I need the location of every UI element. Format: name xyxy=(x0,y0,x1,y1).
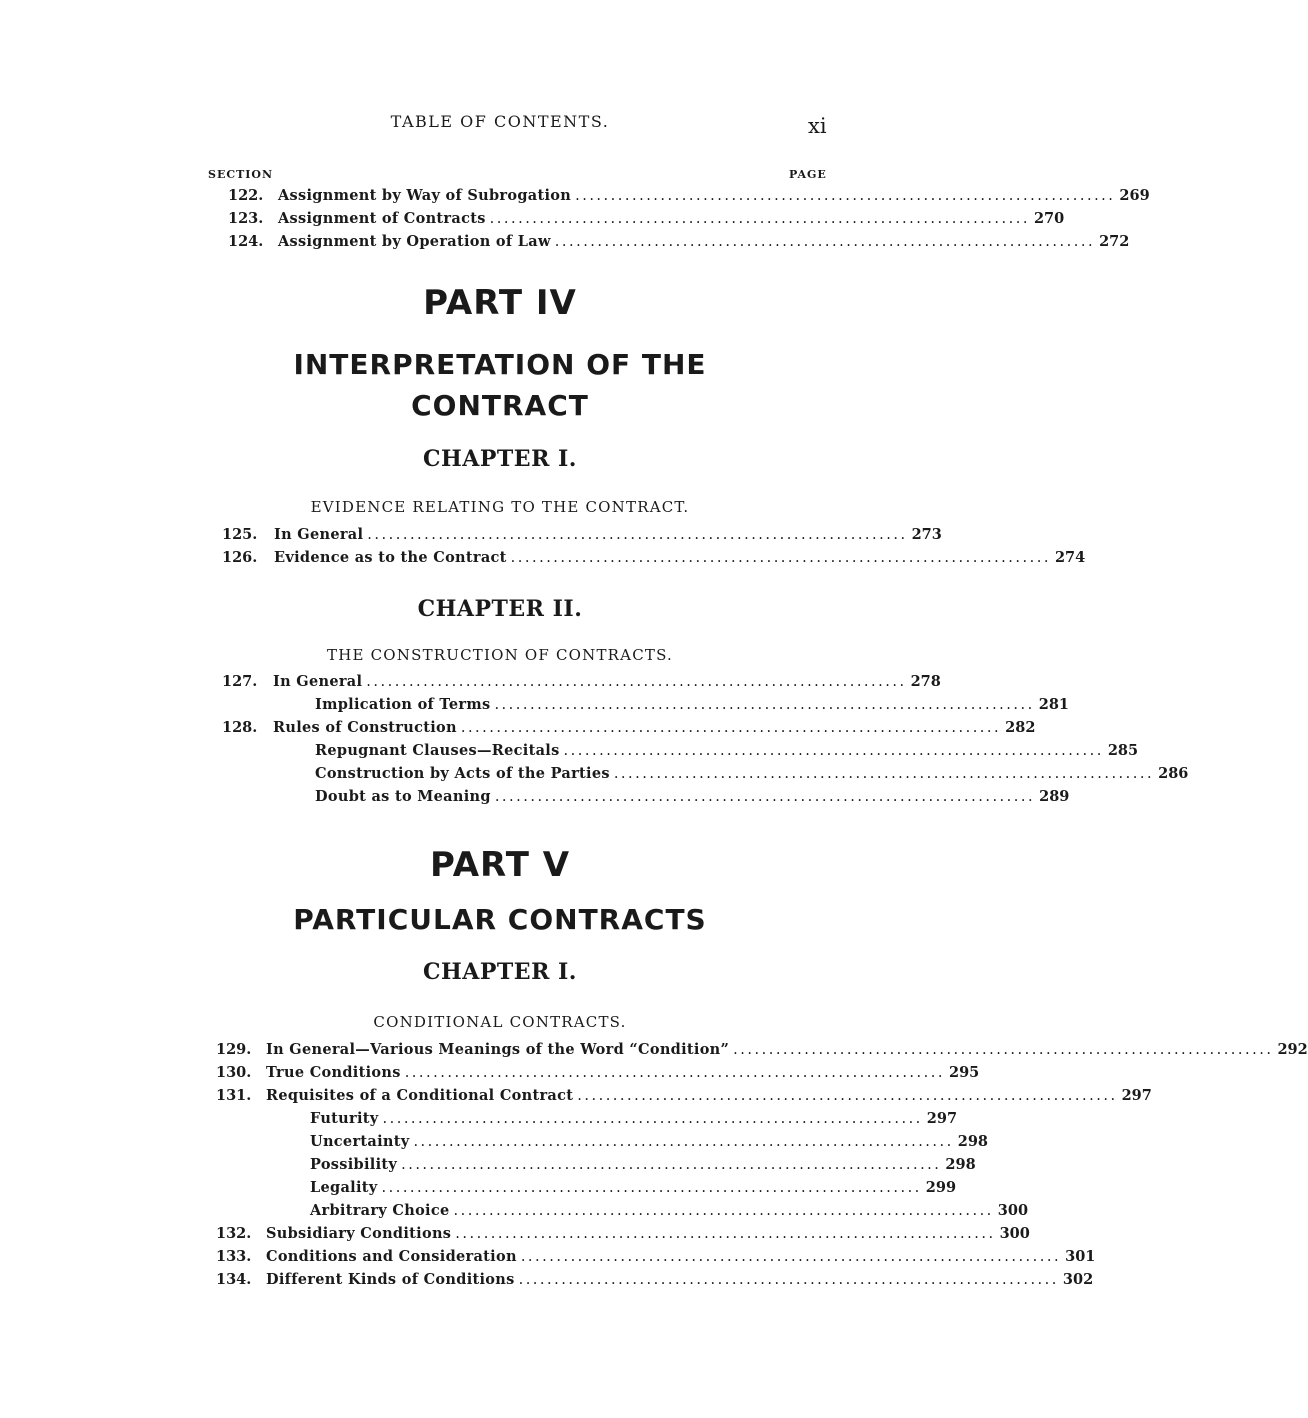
section-column-label: SECTION xyxy=(208,168,274,181)
page-number: 297 xyxy=(1121,1087,1152,1104)
dot-leader: ............................................................................ xyxy=(455,1226,996,1242)
chapter-heading: CHAPTER I. xyxy=(423,959,577,985)
dot-leader: ............................................................................ xyxy=(575,188,1116,204)
page-number: 273 xyxy=(911,526,942,543)
toc-entry xyxy=(222,526,942,546)
page-number: 302 xyxy=(1062,1271,1094,1288)
toc-entry xyxy=(222,696,1070,716)
part-heading: PART IV xyxy=(423,283,577,323)
entry-title: Different Kinds of Conditions xyxy=(266,1271,515,1288)
dot-leader: ............................................................................ xyxy=(382,1111,923,1127)
toc-entry xyxy=(222,719,1036,739)
section-number: 129. xyxy=(216,1041,252,1058)
chapter-heading: CHAPTER II. xyxy=(417,596,583,622)
entry-title: Arbitrary Choice xyxy=(310,1202,450,1219)
dot-leader: ............................................................................ xyxy=(494,789,1036,805)
dot-leader: ............................................................................ xyxy=(401,1157,942,1173)
entry-title: Implication of Terms xyxy=(315,696,491,713)
dot-leader: ............................................................................ xyxy=(494,697,1035,713)
chapter-title: EVIDENCE RELATING TO THE CONTRACT. xyxy=(310,498,690,516)
dot-leader: ............................................................................ xyxy=(563,743,1104,759)
dot-leader: ............................................................................ xyxy=(367,527,908,543)
page-folio: xi xyxy=(808,114,827,138)
page-number: 299 xyxy=(925,1179,957,1196)
toc-entry xyxy=(216,1271,1094,1291)
running-head: TABLE OF CONTENTS. xyxy=(390,112,610,131)
page-number: 270 xyxy=(1033,210,1065,227)
toc-entry xyxy=(216,1248,1096,1268)
page-column-label: PAGE xyxy=(789,168,827,181)
page-number: 300 xyxy=(997,1202,1029,1219)
section-number: 128. xyxy=(222,719,258,736)
entry-title: Legality xyxy=(310,1179,378,1196)
chapter-title: CONDITIONAL CONTRACTS. xyxy=(373,1013,627,1031)
section-number: 130. xyxy=(216,1064,252,1081)
dot-leader: ............................................................................ xyxy=(518,1272,1059,1288)
dot-leader: ............................................................................ xyxy=(520,1249,1062,1265)
dot-leader: ............................................................................ xyxy=(489,211,1030,227)
toc-entry xyxy=(222,765,1189,785)
page-number: 281 xyxy=(1038,696,1070,713)
toc-entry xyxy=(216,1202,1029,1222)
dot-leader: ............................................................................ xyxy=(733,1042,1274,1058)
dot-leader: ............................................................................ xyxy=(381,1180,922,1196)
toc-entry xyxy=(216,1133,989,1153)
entry-title: Construction by Acts of the Parties xyxy=(315,765,610,782)
page-number: 278 xyxy=(910,673,941,690)
page-number: 300 xyxy=(999,1225,1030,1242)
entry-title: Assignment by Way of Subrogation xyxy=(278,187,572,204)
entry-title: Conditions and Consideration xyxy=(266,1248,517,1265)
section-number: 123. xyxy=(228,210,264,227)
toc-entry xyxy=(216,1041,1308,1061)
entry-title: True Conditions xyxy=(266,1064,401,1081)
entry-title: In General xyxy=(273,673,363,690)
section-number: 132. xyxy=(216,1225,252,1242)
section-number: 134. xyxy=(216,1271,252,1288)
entry-title: Repugnant Clauses—Recitals xyxy=(315,742,560,759)
entry-title: Evidence as to the Contract xyxy=(274,549,507,566)
page-number: 272 xyxy=(1099,233,1130,250)
part-title: PARTICULAR CONTRACTS xyxy=(293,903,707,936)
toc-entry xyxy=(222,742,1139,762)
dot-leader: ............................................................................ xyxy=(577,1088,1118,1104)
entry-title: In General—Various Meanings of the Word “Condition” xyxy=(266,1041,730,1058)
entry-title: Subsidiary Conditions xyxy=(266,1225,452,1242)
toc-entry xyxy=(216,1087,1152,1107)
dot-leader: ............................................................................ xyxy=(460,720,1002,736)
entry-title: Requisites of a Conditional Contract xyxy=(266,1087,574,1104)
toc-entry xyxy=(228,210,1065,230)
entry-title: Futurity xyxy=(310,1110,379,1127)
dot-leader: ............................................................................ xyxy=(554,234,1096,250)
page-number: 298 xyxy=(957,1133,989,1150)
entry-title: Possibility xyxy=(310,1156,398,1173)
toc-entry xyxy=(222,549,1086,569)
entry-title: Uncertainty xyxy=(310,1133,410,1150)
page-number: 274 xyxy=(1054,549,1086,566)
entry-title: In General xyxy=(274,526,364,543)
page-number: 289 xyxy=(1039,788,1070,805)
toc-entry xyxy=(222,788,1070,808)
page-number: 298 xyxy=(945,1156,976,1173)
toc-entry xyxy=(216,1156,976,1176)
part-heading: PART V xyxy=(429,845,571,885)
toc-entry xyxy=(216,1225,1030,1245)
page-number: 285 xyxy=(1107,742,1139,759)
entry-title: Assignment by Operation of Law xyxy=(278,233,551,250)
part-title: INTERPRETATION OF THE xyxy=(293,348,707,381)
toc-entry xyxy=(228,187,1150,207)
section-number: 127. xyxy=(222,673,258,690)
dot-leader: ............................................................................ xyxy=(404,1065,945,1081)
section-number: 133. xyxy=(216,1248,252,1265)
chapter-heading: CHAPTER I. xyxy=(423,446,577,472)
page-number: 286 xyxy=(1158,765,1189,782)
dot-leader: ............................................................................ xyxy=(366,674,907,690)
dot-leader: ............................................................................ xyxy=(413,1134,954,1150)
entry-title: Assignment of Contracts xyxy=(278,210,486,227)
part-title-continued: CONTRACT xyxy=(411,389,589,422)
section-number: 131. xyxy=(216,1087,252,1104)
section-number: 122. xyxy=(228,187,264,204)
page-number: 282 xyxy=(1005,719,1036,736)
toc-entry xyxy=(216,1064,980,1084)
toc-entry xyxy=(228,233,1130,253)
dot-leader: ............................................................................ xyxy=(510,550,1051,566)
entry-title: Rules of Construction xyxy=(273,719,457,736)
page-number: 269 xyxy=(1119,187,1150,204)
section-number: 126. xyxy=(222,549,258,566)
page-number: 301 xyxy=(1065,1248,1096,1265)
dot-leader: ............................................................................ xyxy=(613,766,1155,782)
toc-entry xyxy=(216,1110,958,1130)
toc-entry xyxy=(222,673,941,693)
entry-title: Doubt as to Meaning xyxy=(315,788,491,805)
toc-entry xyxy=(216,1179,957,1199)
dot-leader: ............................................................................ xyxy=(453,1203,994,1219)
page-number: 297 xyxy=(926,1110,958,1127)
section-number: 125. xyxy=(222,526,258,543)
section-number: 124. xyxy=(228,233,264,250)
page-number: 295 xyxy=(948,1064,980,1081)
chapter-title: THE CONSTRUCTION OF CONTRACTS. xyxy=(326,646,673,664)
page-number: 292 xyxy=(1277,1041,1308,1058)
